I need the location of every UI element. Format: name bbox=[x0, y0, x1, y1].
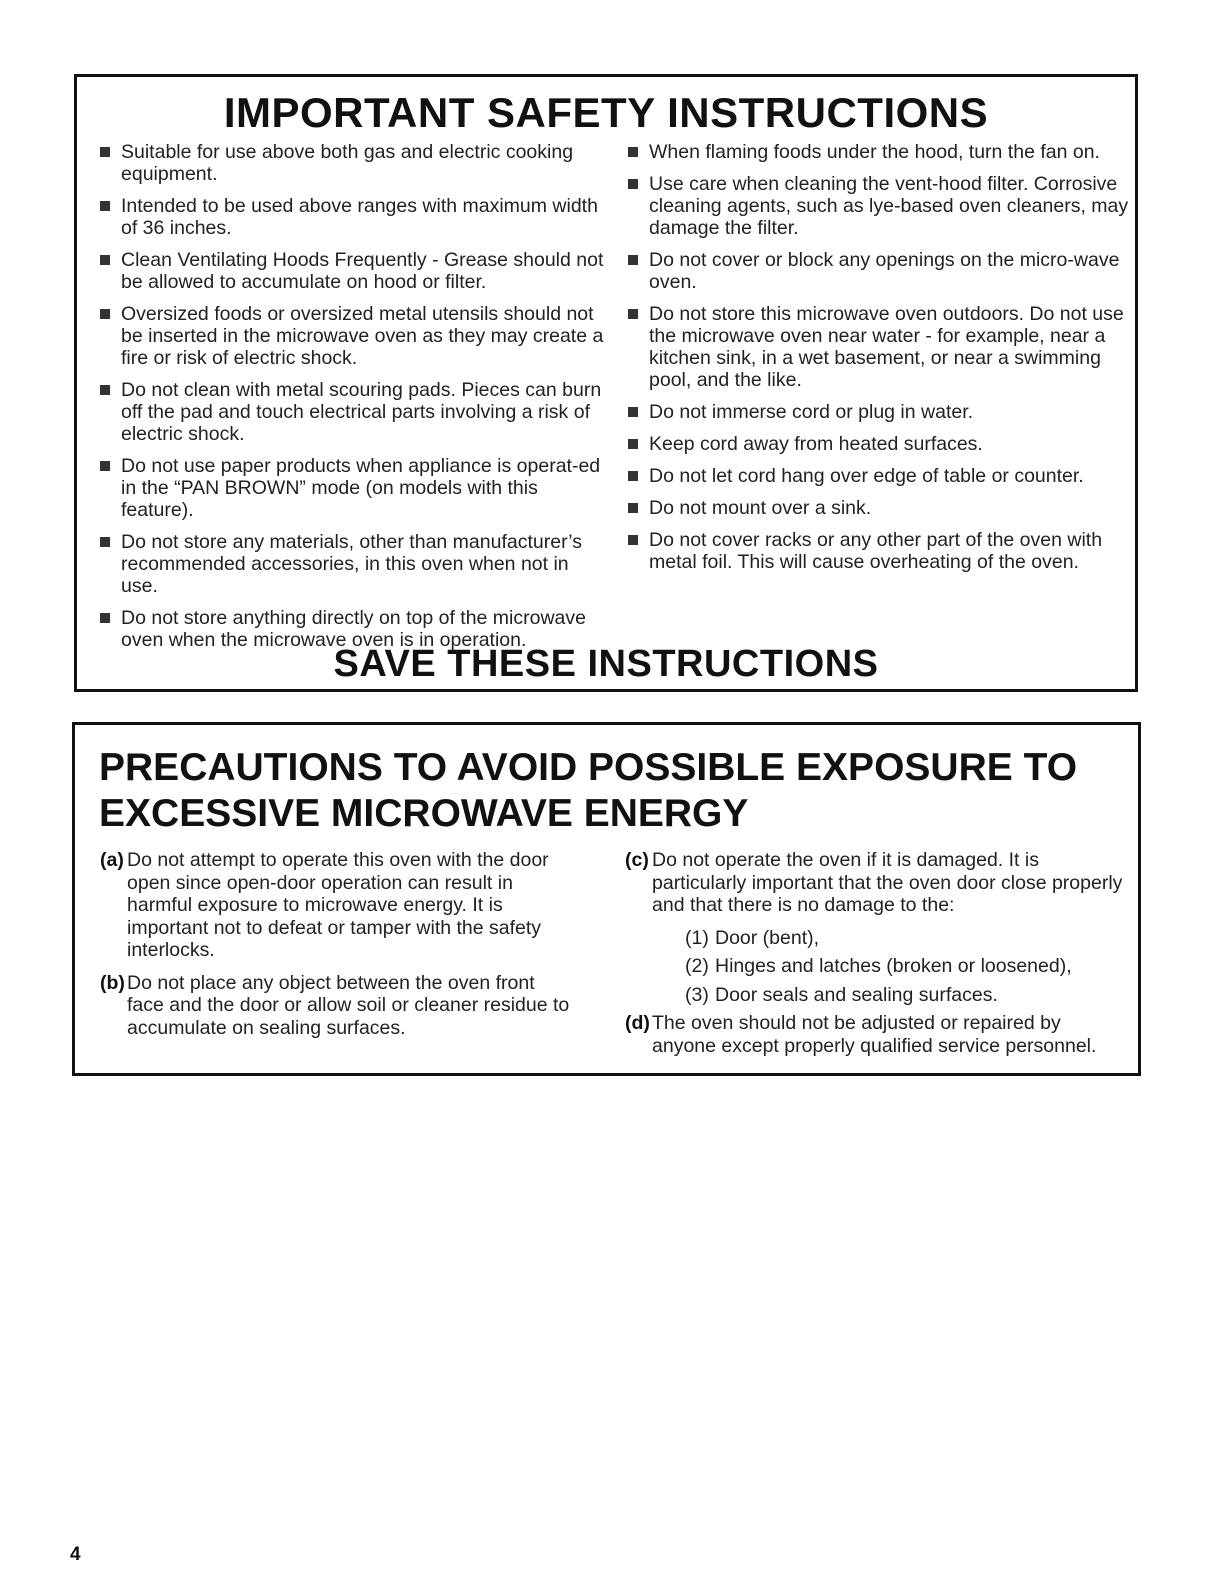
precaution-item-b: (b) Do not place any object between the oven front face and the door or allow soil or cleaner residue to accumulate on sealing surfaces. bbox=[100, 971, 570, 1039]
precautions-right-column bbox=[625, 849, 1130, 1067]
square-bullet-icon bbox=[628, 407, 638, 417]
square-bullet-icon bbox=[100, 537, 110, 547]
square-bullet-icon bbox=[628, 147, 638, 157]
save-instructions-title: SAVE THESE INSTRUCTIONS bbox=[333, 643, 879, 685]
square-bullet-icon bbox=[100, 147, 110, 157]
damage-list-item: (2) Hinges and latches (broken or loosened), bbox=[685, 955, 1072, 977]
safety-item: Do not cover racks or any other part of the oven with metal foil. This will cause overheating of the oven. bbox=[622, 529, 1134, 573]
square-bullet-icon bbox=[628, 535, 638, 545]
safety-item: When flaming foods under the hood, turn the fan on. bbox=[622, 141, 1134, 163]
square-bullet-icon bbox=[100, 613, 110, 623]
safety-item: Do not mount over a sink. bbox=[622, 497, 1134, 519]
square-bullet-icon bbox=[628, 471, 638, 481]
safety-title: IMPORTANT SAFETY INSTRUCTIONS bbox=[223, 89, 989, 136]
square-bullet-icon bbox=[100, 461, 110, 471]
precaution-marker: (b) bbox=[100, 971, 125, 994]
safety-item: Use care when cleaning the vent-hood filter. Corrosive cleaning agents, such as lye-based oven cleaners, may damage the filter. bbox=[622, 173, 1134, 239]
precautions-box bbox=[72, 722, 1141, 1076]
safety-item: Do not clean with metal scouring pads. Pieces can burn off the pad and touch electrical parts involving a risk of electric shock. bbox=[94, 379, 606, 445]
precaution-item-a: (a) Do not attempt to operate this oven with the door open since open-door operation can result in harmful exposure to microwave energy. It is important not to defeat or tamper with the safety interlocks. bbox=[100, 849, 549, 961]
safety-item: Do not store any materials, other than manufacturer’s recommended accessories, in this oven when not in use. bbox=[94, 531, 606, 597]
safety-item: Clean Ventilating Hoods Frequently - Grease should not be allowed to accumulate on hood or filter. bbox=[94, 249, 606, 293]
square-bullet-icon bbox=[100, 385, 110, 395]
square-bullet-icon bbox=[628, 309, 638, 319]
safety-item: Do not let cord hang over edge of table or counter. bbox=[622, 465, 1134, 487]
damage-list bbox=[625, 927, 1130, 1007]
safety-instructions-box bbox=[74, 74, 1138, 692]
safety-item: Intended to be used above ranges with maximum width of 36 inches. bbox=[94, 195, 606, 239]
precautions-left-column bbox=[100, 849, 570, 1049]
square-bullet-icon bbox=[100, 255, 110, 265]
precaution-marker: (a) bbox=[100, 849, 124, 871]
damage-list-item: (3) Door seals and sealing surfaces. bbox=[685, 983, 998, 1006]
safety-right-column bbox=[622, 141, 1134, 583]
precaution-item-c: (c) Do not operate the oven if it is damaged. It is particularly important that the oven door close properly and that there is no damage to the: bbox=[625, 849, 1123, 916]
safety-item: Do not use paper products when appliance is operat-ed in the “PAN BROWN” mode (on models with this feature). bbox=[94, 455, 606, 521]
square-bullet-icon bbox=[628, 179, 638, 189]
precaution-marker: (c) bbox=[625, 849, 649, 871]
safety-item: Do not store anything directly on top of the microwave oven when the microwave oven is in operation. bbox=[94, 607, 606, 651]
page-number: 4 bbox=[70, 1544, 81, 1565]
square-bullet-icon bbox=[100, 201, 110, 211]
safety-item: Do not immerse cord or plug in water. bbox=[622, 401, 1134, 423]
square-bullet-icon bbox=[628, 255, 638, 265]
safety-item: Oversized foods or oversized metal utensils should not be inserted in the microwave oven as they may create a fire or risk of electric shock. bbox=[94, 303, 606, 369]
square-bullet-icon bbox=[100, 309, 110, 319]
safety-item: Do not store this microwave oven outdoors. Do not use the microwave oven near water - for example, near a kitchen sink, in a wet basement, or near a swimming pool, and the like. bbox=[622, 303, 1134, 391]
safety-item: Do not cover or block any openings on the micro-wave oven. bbox=[622, 249, 1134, 293]
safety-item: Suitable for use above both gas and electric cooking equipment. bbox=[94, 141, 606, 185]
precaution-item-d: (d) The oven should not be adjusted or repaired by anyone except properly qualified service personnel. bbox=[625, 1012, 1097, 1057]
safety-left-column bbox=[94, 141, 606, 661]
precautions-title: PRECAUTIONS TO AVOID POSSIBLE EXPOSURE TO EXCESSIVE MICROWAVE ENERGY bbox=[99, 746, 1078, 835]
safety-item: Keep cord away from heated surfaces. bbox=[622, 433, 1134, 455]
square-bullet-icon bbox=[628, 503, 638, 513]
precaution-marker: (d) bbox=[625, 1012, 650, 1034]
damage-list-item: (1) Door (bent), bbox=[685, 926, 820, 949]
square-bullet-icon bbox=[628, 439, 638, 449]
